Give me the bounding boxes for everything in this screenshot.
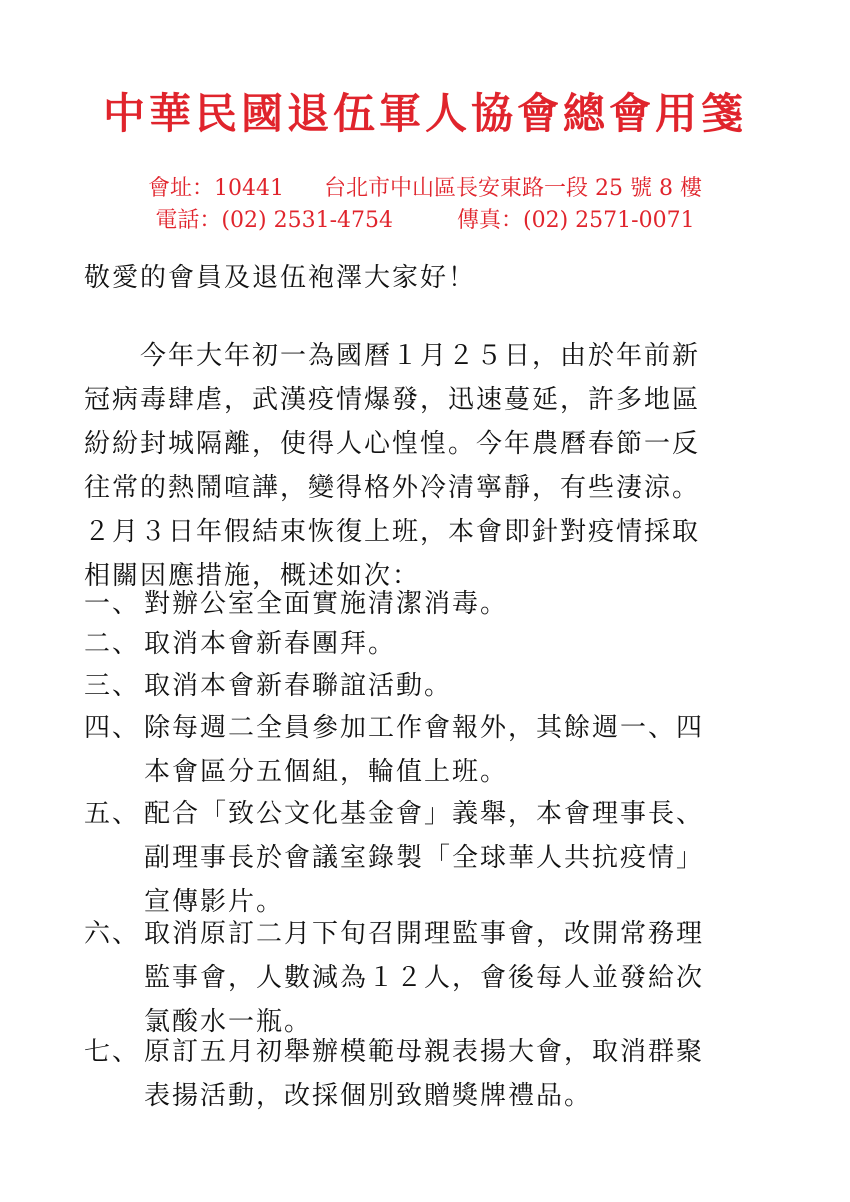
letterhead-contact-line bbox=[0, 206, 850, 236]
list-number: 五、 bbox=[84, 799, 141, 829]
list-text: 本會區分五個組，輪值上班。 bbox=[144, 757, 509, 787]
list-text: 原訂五月初舉辦模範母親表揚大會，取消群聚 bbox=[144, 1037, 705, 1067]
list-text: 氯酸水一瓶。 bbox=[144, 1007, 313, 1037]
list-text: 取消本會新春聯誼活動。 bbox=[144, 671, 453, 701]
letterhead-address-line bbox=[0, 174, 850, 204]
list-text: 取消本會新春團拜。 bbox=[144, 629, 397, 659]
list-number: 二、 bbox=[84, 629, 141, 659]
list-item-6 bbox=[84, 912, 784, 1044]
list-item-2 bbox=[84, 622, 784, 666]
paragraph-line: ２月３日年假結束恢復上班，本會即針對疫情採取 bbox=[84, 517, 701, 547]
list-number: 四、 bbox=[84, 713, 141, 743]
list-number: 六、 bbox=[84, 919, 141, 949]
paragraph-line: 紛紛封城隔離，使得人心惶惶。今年農曆春節一反 bbox=[84, 429, 701, 459]
list-text: 除每週二全員參加工作會報外，其餘週一、四 bbox=[144, 713, 705, 743]
paragraph-line: 今年大年初一為國曆１月２５日，由於年前新 bbox=[84, 341, 701, 371]
list-number: 七、 bbox=[84, 1037, 141, 1067]
list-text: 取消原訂二月下旬召開理監事會，改開常務理 bbox=[144, 919, 705, 949]
list-number: 一、 bbox=[84, 589, 141, 619]
list-text: 表揚活動，改採個別致贈獎牌禮品。 bbox=[144, 1081, 593, 1111]
list-text: 對辦公室全面實施清潔消毒。 bbox=[144, 589, 509, 619]
fax-text: 傳真：(02) 2571-0071 bbox=[457, 208, 695, 233]
phone-text: 電話：(02) 2531-4754 bbox=[155, 208, 393, 233]
list-item-4 bbox=[84, 706, 784, 794]
address-label: 會址：10441 bbox=[148, 176, 285, 201]
list-item-3 bbox=[84, 664, 784, 708]
intro-paragraph bbox=[84, 334, 774, 598]
list-item-5 bbox=[84, 792, 784, 924]
list-text: 副理事長於會議室錄製「全球華人共抗疫情」 bbox=[144, 843, 705, 873]
address-text: 台北市中山區長安東路一段 25 號 8 樓 bbox=[324, 176, 702, 201]
list-item-7 bbox=[84, 1030, 784, 1118]
paragraph-line: 冠病毒肆虐，武漢疫情爆發，迅速蔓延，許多地區 bbox=[84, 385, 701, 415]
letterhead-title: 中華民國退伍軍人協會總會用箋 bbox=[102, 89, 747, 138]
paragraph-line: 相關因應措施，概述如次： bbox=[84, 561, 421, 591]
list-text: 監事會，人數減為１２人，會後每人並發給次 bbox=[144, 963, 705, 993]
list-item-1 bbox=[84, 582, 784, 626]
list-text: 宣傳影片。 bbox=[144, 887, 285, 917]
greeting: 敬愛的會員及退伍袍澤大家好！ bbox=[84, 263, 477, 293]
paragraph-line: 往常的熱鬧喧譁，變得格外冷清寧靜，有些淒涼。 bbox=[84, 473, 701, 503]
list-text: 配合「致公文化基金會」義舉，本會理事長、 bbox=[144, 799, 705, 829]
list-number: 三、 bbox=[84, 671, 141, 701]
